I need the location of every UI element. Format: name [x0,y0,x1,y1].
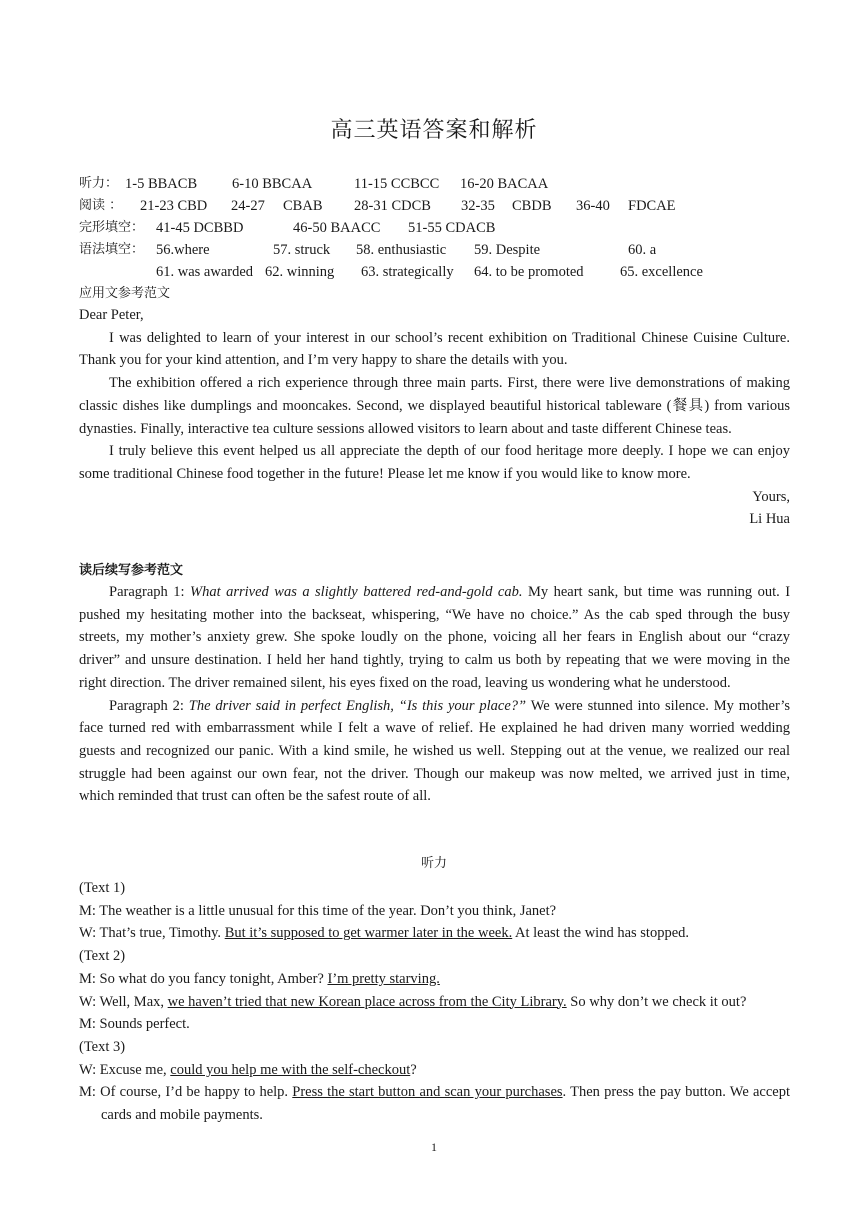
answer-group: 36-40 [576,198,610,214]
answer-group: 6-10 BBCAA [232,176,313,192]
reading-label: 阅读 ： [79,198,123,213]
line-text: So why don’t we check it out? [566,993,747,1010]
dialogue-line [79,991,790,1014]
continuation-writing [79,581,790,808]
transcript-heading: 听力 [420,856,447,871]
key-info: we haven’t tried that new Korean place across from the City Library. [167,993,567,1010]
answer-group: 21-23 CBD [140,198,208,214]
dialogue-line: M: The weather is a little unusual for this time of the year. Don’t you think, Janet? [79,902,557,919]
line-text: M: So what do you fancy tonight, Amber? [79,970,328,987]
line-text: . Then press the pay button. We accept cards and mobile payments. [101,1084,790,1124]
answer-item: 57. struck [273,242,331,258]
answer-group: 51-55 CDACB [408,220,496,236]
answer-group: 41-45 DCBBD [156,220,244,236]
listening-label: 听力： [79,176,119,191]
answer-item: 56.where [156,242,210,258]
text-label: (Text 3) [79,1038,126,1055]
paragraph-label: Paragraph 2: [109,697,184,714]
paragraph-label: Paragraph 1: [109,584,185,600]
answer-item: 61. was awarded [156,264,254,280]
line-text: At least the wind has stopped. [512,925,689,942]
continuation-writing-heading: 读后续写参考范文 [79,563,184,578]
dialogue-line [79,1059,790,1082]
paragraph-text: We were stunned into silence. My mother’s face turned red with embarrassment while I felt a wave of relief. He explained he had driven many worried wedding guests and recognized our panic. With a kind smile, he wished us well. Stepping out at the venue, we realized our real struggle had been against our own fear, not the driver. Though our makeup was now melted, we arrived just in time, which reminded that trust can often be the safest route of all. [79,697,790,805]
given-sentence: The driver said in perfect English, “Is this your place?” [188,697,527,714]
line-text: W: Well, Max, [79,993,168,1010]
text-label: (Text 2) [79,948,126,965]
answer-item: 63. strategically [361,264,454,280]
answer-group: 46-50 BAACC [293,220,381,236]
practical-writing-heading: 应用文参考范文 [79,286,171,301]
page-title: 高三英语答案和解析 [330,118,538,143]
answer-item: 64. to be promoted [474,264,584,280]
key-info: But it’s supposed to get warmer later in the week. [224,925,513,942]
key-info: Press the start button and scan your purchases [292,1084,563,1101]
letter-closing: Yours, [752,488,790,505]
letter-signature: Li Hua [749,511,790,528]
dialogue-line [79,968,790,991]
key-info: could you help me with the self-checkout [170,1061,411,1078]
answer-group: 1-5 BBACB [125,176,198,192]
answer-group: 28-31 CDCB [354,198,431,214]
answer-group: 16-20 BACAA [460,176,549,192]
line-text: M: Of course, I’d be happy to help. [79,1084,293,1101]
grammar-label: 语法填空： [79,242,145,257]
answer-group: 32-35 [461,198,495,214]
dialogue-line [79,1081,790,1126]
key-info: I’m pretty starving. [327,970,440,987]
answer-item: 59. Despite [474,242,541,258]
answer-group: CBDB [512,198,552,214]
given-sentence: What arrived was a slightly battered red-and-gold cab. [190,584,523,600]
continuation-paragraph-1 [79,581,790,695]
answer-item: 65. excellence [620,264,703,280]
line-text: ? [410,1061,417,1078]
line-text: W: That’s true, Timothy. [79,925,225,942]
letter-paragraph: I was delighted to learn of your interest in our school’s recent exhibition on Traditional Chinese Cuisine Culture. Thank you for your kind attention, and I’m very happy to share the details with you. [79,329,790,369]
line-text: W: Excuse me, [79,1061,171,1078]
answer-item: 62. winning [265,264,335,280]
letter-salutation: Dear Peter, [79,307,144,323]
continuation-paragraph-2 [79,695,790,809]
listening-transcript [79,877,790,1127]
paragraph-text: My heart sank, but time was running out. I pushed my hesitating mother into the backseat, whispering, “We have no choice.” As the cab sped through the busy streets, my mother’s anxiety grew. She spoke loudly on the phone, voicing all her fears in English about our “crazy driver” and unsure destination. I held her hand tightly, trying to calm us both by repeating that we were moving in the right direction. The driver remained silent, his eyes fixed on the road, leaving us wondering what he understood. [79,584,791,691]
letter-paragraph: I truly believe this event helped us all appreciate the depth of our food heritage more deeply. I hope we can enjoy some traditional Chinese food together in the future! Please let me know if you would like to know more. [79,443,790,482]
text-label: (Text 1) [79,880,126,896]
letter-paragraph: The exhibition offered a rich experience through three main parts. First, there were live demonstrations of making classic dishes like dumplings and mooncakes. Second, we displayed beautiful historical tableware (餐具) from various dynasties. Finally, interactive tea culture sessions allowed visitors to learn about and taste different Chinese teas. [79,375,790,437]
answer-group: FDCAE [628,198,676,214]
page-number: 1 [431,1140,437,1154]
answer-group: 24-27 [231,198,265,214]
cloze-label: 完形填空： [79,220,145,235]
dialogue-line: M: Sounds perfect. [79,1016,190,1033]
answer-item: 58. enthusiastic [356,242,447,258]
answer-item: 60. a [628,242,657,258]
answer-group: 11-15 CCBCC [354,176,440,192]
dialogue-line [79,922,790,945]
answer-group: CBAB [283,198,323,214]
practical-writing-letter [79,304,790,531]
